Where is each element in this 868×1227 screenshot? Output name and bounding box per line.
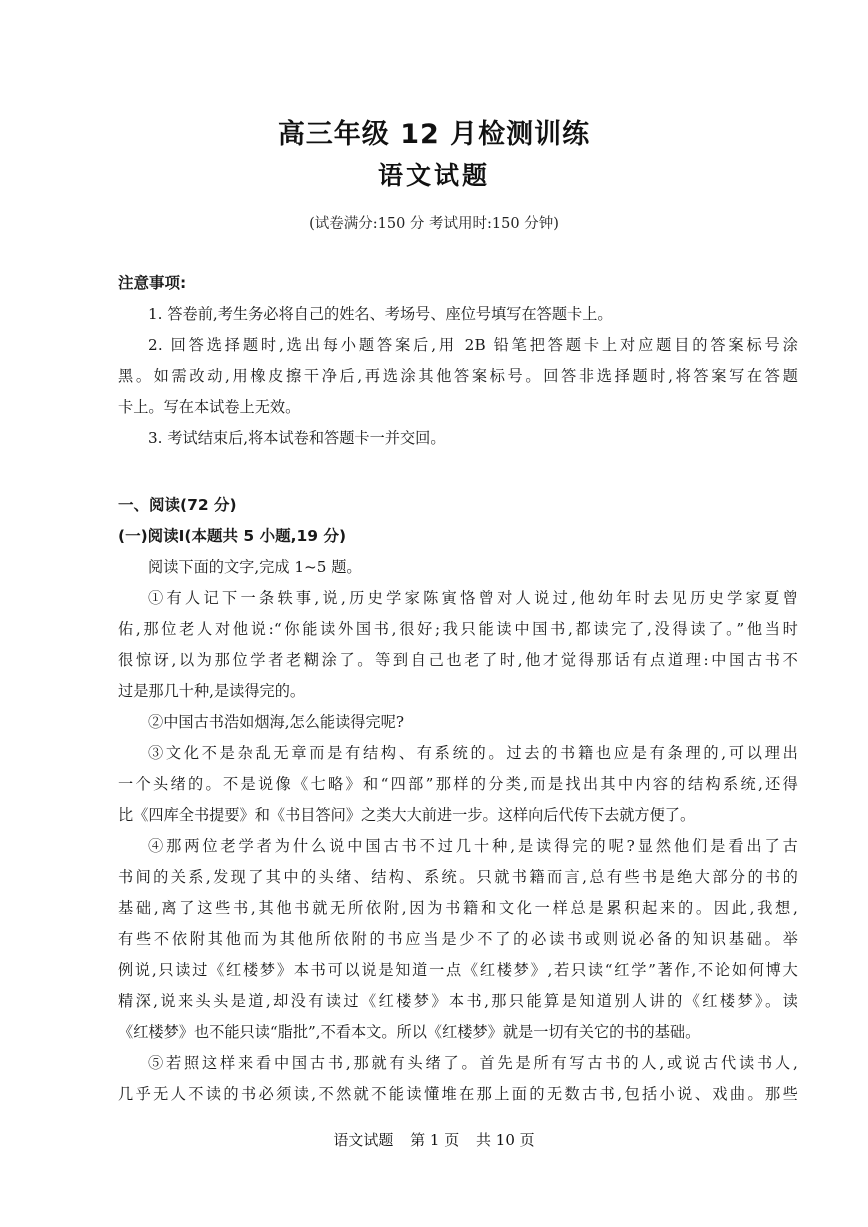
footer-subject: 语文试题 (333, 1131, 394, 1149)
passage-line: 佑,那位老人对他说:“你能读外国书,很好;我只能读中国书,都读完了,没得读了。”他当时 (118, 620, 798, 638)
passage-line: ⑤若照这样来看中国古书,那就有头绪了。首先是所有写古书的人,或说古代读书人, (148, 1054, 798, 1072)
notice-section (118, 268, 798, 454)
passage-line: 例说,只读过《红楼梦》本书可以说是知道一点《红楼梦》,若只读“红学”著作,不论如何博大 (118, 961, 798, 979)
passage-line: 书间的关系,发现了其中的头绪、结构、系统。只就书籍而言,总有些书是绝大部分的书的 (118, 868, 798, 886)
page-footer (0, 1129, 868, 1150)
notice-item: 1. 答卷前,考生务必将自己的姓名、考场号、座位号填写在答题卡上。 (148, 305, 613, 323)
footer-total-pages: 共 10 页 (476, 1131, 535, 1149)
passage-line: 《红楼梦》也不能只读“脂批”,不看本文。所以《红楼梦》就是一切有关它的书的基础。 (118, 1023, 701, 1041)
passage-line: ③文化不是杂乱无章而是有结构、有系统的。过去的书籍也应是有条理的,可以理出 (148, 744, 798, 762)
passage-line: 精深,说来头头是道,却没有读过《红楼梦》本书,那只能算是知道别人讲的《红楼梦》。读 (118, 992, 798, 1010)
passage-line: 有些不依附其他而为其他所依附的书应当是少不了的必读书或则说必备的知识基础。举 (118, 930, 798, 948)
reading-section (118, 490, 798, 1110)
section-subheading: (一)阅读Ⅰ(本题共 5 小题,19 分) (118, 527, 347, 545)
passage-line: 基础,离了这些书,其他书就无所依附,因为书籍和文化一样总是累积起来的。因此,我想, (118, 899, 798, 917)
section-heading: 一、阅读(72 分) (118, 496, 237, 514)
passage-line: 比《四库全书提要》和《书目答问》之类大大前进一步。这样向后代传下去就方便了。 (118, 806, 696, 824)
passage-line: 过是那几十种,是读得完的。 (118, 682, 306, 700)
passage-line: ②中国古书浩如烟海,怎么能读得完呢? (148, 713, 404, 731)
notice-item: 3. 考试结束后,将本试卷和答题卡一并交回。 (148, 429, 446, 447)
exam-info: (试卷满分:150 分 考试用时:150 分钟) (309, 216, 559, 232)
notice-item: 黑。如需改动,用橡皮擦干净后,再选涂其他答案标号。回答非选择题时,将答案写在答题 (118, 367, 798, 385)
passage-line: ①有人记下一条轶事,说,历史学家陈寅恪曾对人说过,他幼年时去见历史学家夏曾 (148, 589, 798, 607)
passage-line: ④那两位老学者为什么说中国古书不过几十种,是读得完的呢?显然他们是看出了古 (148, 837, 798, 855)
exam-title: 高三年级 12 月检测训练 (277, 119, 591, 150)
exam-subject-title: 语文试题 (377, 161, 490, 190)
passage-line: 一个头绪的。不是说像《七略》和“四部”那样的分类,而是找出其中内容的结构系统,还得 (118, 775, 798, 793)
notice-item: 卡上。写在本试卷上无效。 (118, 398, 301, 416)
footer-page-number: 第 1 页 (410, 1131, 460, 1149)
section-instruction: 阅读下面的文字,完成 1~5 题。 (148, 558, 362, 576)
passage-line: 很惊讶,以为那位学者老糊涂了。等到自己也老了时,他才觉得那话有点道理:中国古书不 (118, 651, 798, 669)
notice-heading: 注意事项: (118, 274, 187, 292)
notice-item: 2. 回答选择题时,选出每小题答案后,用 2B 铅笔把答题卡上对应题目的答案标号涂 (148, 336, 798, 354)
passage-line: 几乎无人不读的书必须读,不然就不能读懂堆在那上面的无数古书,包括小说、戏曲。那些 (118, 1085, 798, 1103)
